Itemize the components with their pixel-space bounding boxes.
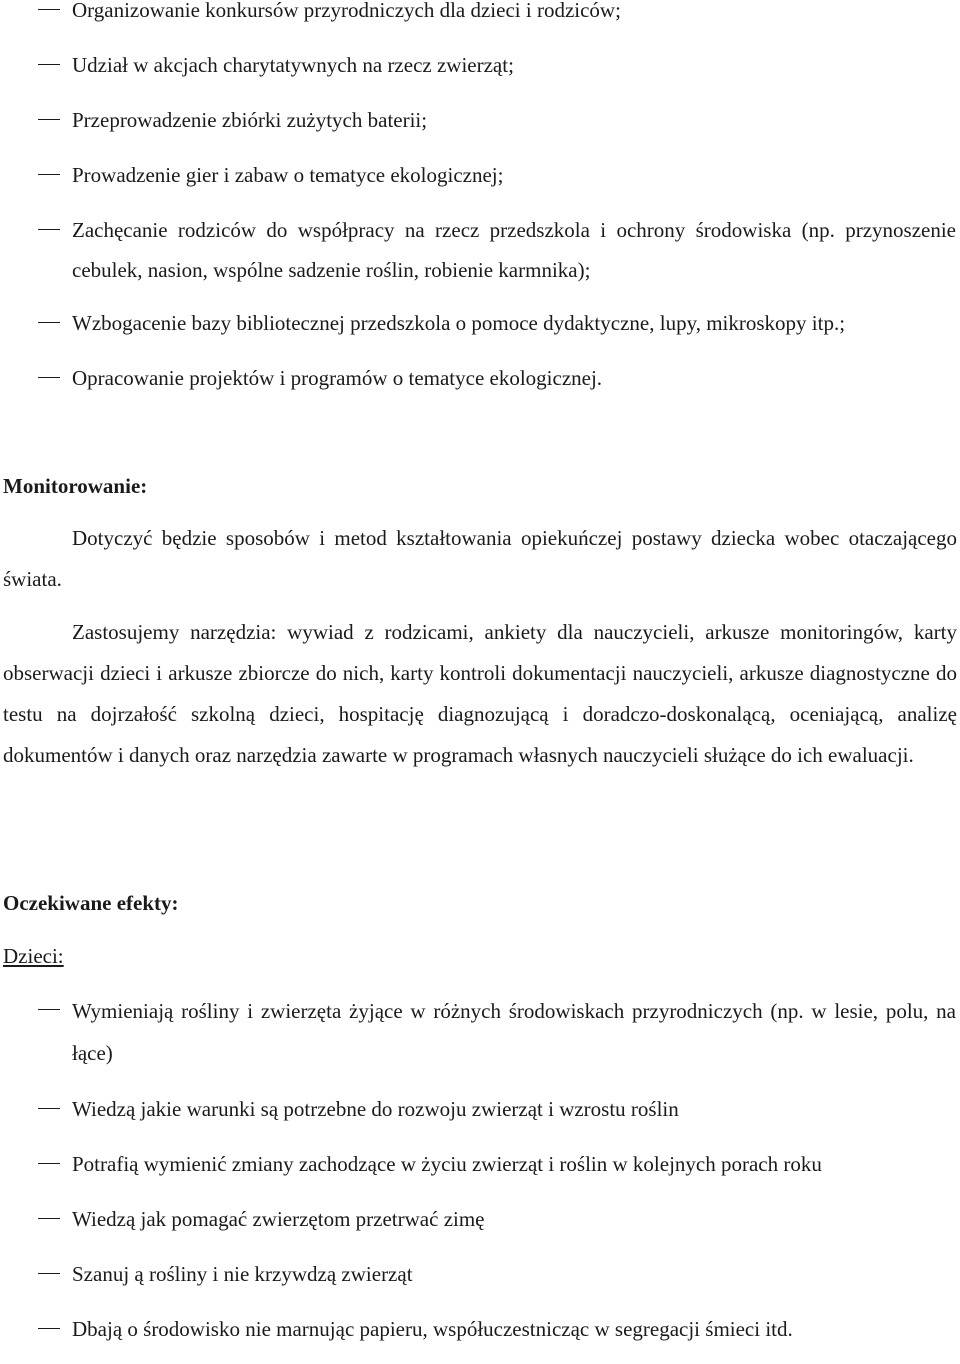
list-item: [0, 155, 958, 195]
dash-bullet-icon: [38, 174, 60, 175]
list-item-text: Wymieniają rośliny i zwierzęta żyjące w różnych środowiskach przyrodniczych (np. w lesie, polu, na łące): [72, 999, 956, 1065]
list-item: [0, 1089, 958, 1129]
monitoring-paragraph-1: Dotyczyć będzie sposobów i metod kształtowania opiekuńczej postawy dziecka wobec otaczającego świata.: [3, 526, 957, 591]
list-item: [0, 0, 958, 30]
effects-list: [0, 990, 958, 1364]
dash-bullet-icon: [38, 377, 60, 378]
list-item-text: Szanuj ą rośliny i nie krzywdzą zwierząt: [72, 1262, 413, 1286]
list-item-text: Opracowanie projektów i programów o tematyce ekologicznej.: [72, 366, 603, 390]
activities-list: [0, 0, 958, 413]
effects-heading: Oczekiwane efekty:: [3, 891, 179, 915]
list-item: [0, 303, 958, 343]
list-item: [0, 210, 958, 290]
list-item: [0, 990, 958, 1074]
dash-bullet-icon: [38, 119, 60, 120]
dash-bullet-icon: [38, 322, 60, 323]
monitoring-paragraph-2: Zastosujemy narzędzia: wywiad z rodzicami, ankiety dla nauczycieli, arkusze monitoringów, karty obserwacji dzieci i arkusze zbiorcze do nich, karty kontroli dokumentacji nauczycieli, arkusze diagnostyczne do testu na dojrzałość szkolną dzieci, hospitację diagnozującą i doradczo-doskonalącą, oceniającą, analizę dokumentów i danych oraz narzędzia zawarte w programach własnych nauczycieli służące do ich ewaluacji.: [3, 620, 957, 767]
list-item-text: Udział w akcjach charytatywnych na rzecz zwierząt;: [72, 53, 514, 77]
list-item: [0, 45, 958, 85]
list-item-text: Zachęcanie rodziców do współpracy na rzecz przedszkola i ochrony środowiska (np. przynoszenie cebulek, nasion, wspólne sadzenie roślin, robienie karmnika);: [72, 218, 956, 282]
dash-bullet-icon: [38, 1328, 60, 1329]
list-item: [0, 1144, 958, 1184]
dash-bullet-icon: [38, 229, 60, 230]
list-item: [0, 358, 958, 398]
children-label: Dzieci:: [3, 944, 64, 968]
dash-bullet-icon: [38, 9, 60, 10]
list-item-text: Prowadzenie gier i zabaw o tematyce ekologicznej;: [72, 163, 504, 187]
list-item-text: Potrafią wymienić zmiany zachodzące w życiu zwierząt i roślin w kolejnych porach roku: [72, 1152, 822, 1176]
list-item-text: Wzbogacenie bazy bibliotecznej przedszkola o pomoce dydaktyczne, lupy, mikroskopy itp.;: [72, 311, 846, 335]
list-item-text: Wiedzą jakie warunki są potrzebne do rozwoju zwierząt i wzrostu roślin: [72, 1097, 679, 1121]
list-item-text: Dbają o środowisko nie marnując papieru, współuczestnicząc w segregacji śmieci itd.: [72, 1317, 793, 1341]
list-item-text: Organizowanie konkursów przyrodniczych dla dzieci i rodziców;: [72, 0, 621, 22]
dash-bullet-icon: [38, 1009, 60, 1010]
list-item: [0, 100, 958, 140]
list-item: [0, 1199, 958, 1239]
list-item-text: Przeprowadzenie zbiórki zużytych baterii;: [72, 108, 428, 132]
dash-bullet-icon: [38, 1273, 60, 1274]
list-item-text: Wiedzą jak pomagać zwierzętom przetrwać zimę: [72, 1207, 485, 1231]
dash-bullet-icon: [38, 64, 60, 65]
dash-bullet-icon: [38, 1218, 60, 1219]
list-item: [0, 1309, 958, 1349]
dash-bullet-icon: [38, 1108, 60, 1109]
monitoring-heading: Monitorowanie:: [3, 474, 148, 498]
dash-bullet-icon: [38, 1163, 60, 1164]
list-item: [0, 1254, 958, 1294]
